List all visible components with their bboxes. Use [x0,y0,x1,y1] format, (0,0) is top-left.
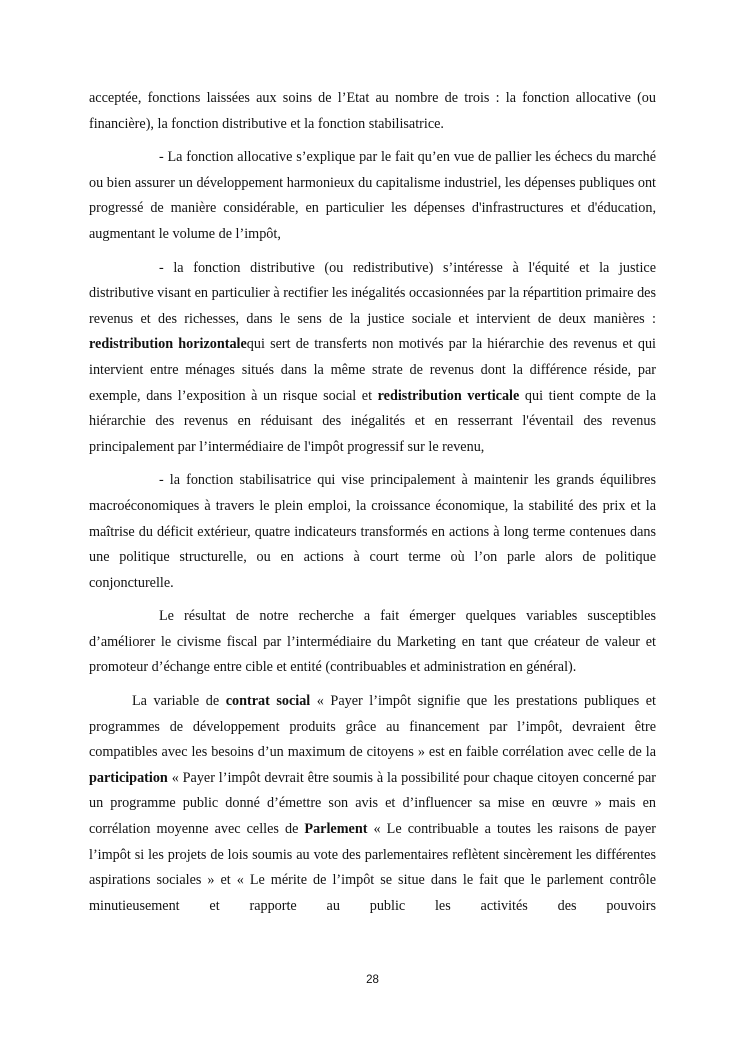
text-run: - La fonction allocative s’explique par le fait qu’en vue de pallier les échecs du marché ou bien assurer un développement harmonieux du capitalisme industriel, les dépenses publiques ont progressé de manière considérable, en particulier les dépenses d'infrastructures et d'éducation, augmentant le volume de l’impôt, [89,149,656,242]
text-run: - la fonction distributive (ou redistributive) s’intéresse à l'équité et la justice distributive visant en particulier à rectifier les inégalités occasionnées par la répartition primaire des revenus et des richesses, dans le sens de la justice sociale et intervient de deux manières : [89,259,656,327]
paragraph-stabilization-function [89,468,656,596]
text-run: Le résultat de notre recherche a fait émerger quelques variables susceptibles d’améliorer le civisme fiscal par l’intermédiaire du Marketing en tant que créateur de valeur et promoteur d’échange entre cible et entité (contribuables et administration en général). [89,608,656,676]
text-run: La variable de [132,693,226,710]
text-run: acceptée, fonctions laissées aux soins de l’Etat au nombre de trois : la fonction allocative (ou financière), la fonction distributive et la fonction stabilisatrice. [89,90,656,132]
paragraph-social-contract [89,689,656,919]
text-run: - la fonction stabilisatrice qui vise principalement à maintenir les grands équilibres macroéconomiques à travers le plein emploi, la croissance économique, la stabilité des prix et la maîtrise du déficit extérieur, quatre indicateurs transformés en actions à long terme contenues dans une politique structurelle, ou en actions à court terme où l’on parle alors de politique conjoncturelle. [89,472,656,591]
paragraph-allocative-function [89,145,656,247]
bold-term-social-contract: contrat social [225,693,311,710]
bold-term-vertical-redistribution: redistribution verticale [377,387,520,404]
text-run: « Payer l’impôt devrait être soumis à la possibilité pour chaque citoyen concerné par un programme public donné d’émettre son avis et d’influencer sa mise en œuvre » mais en corrélation moyenne avec celles de [89,769,656,838]
bold-term-participation: participation [89,769,168,786]
bold-term-parliament: Parlement [304,821,368,838]
paragraph-functions-intro [89,86,656,137]
body-text [89,86,656,927]
bold-term-horizontal-redistribution: redistribution horizontale [89,336,247,353]
text-run: qui sert de transferts non motivés par la hiérarchie des revenus et qui intervient entre ménages situés dans la même strate de revenus dont la différence réside, par exemple, dans l’exposition à un risque social et [89,336,656,404]
text-run: « Payer l’impôt signifie que les prestations publiques et programmes de développement produits grâce au financement par l’impôt, devraient être compatibles avec les besoins d’un maximum de citoyens » est en faible corrélation avec celle de la [89,693,656,761]
text-run: « Le contribuable a toutes les raisons de payer l’impôt si les projets de lois soumis au vote des parlementaires reflètent sincèrement les différentes aspirations sociales » et « Le mérite de l’impôt se situe dans le fait que le parlement contrôle minutieusement et rapporte au public les activités des pouvoirs [89,821,656,914]
paragraph-distributive-function [89,256,656,461]
text-run: qui tient compte de la hiérarchie des revenus en réduisant des inégalités et en resserrant l'éventail des revenus principalement par l’intermédiaire de l'impôt progressif sur le revenu, [89,387,656,455]
page-number: 28 [366,974,379,986]
paragraph-research-result [89,604,656,681]
